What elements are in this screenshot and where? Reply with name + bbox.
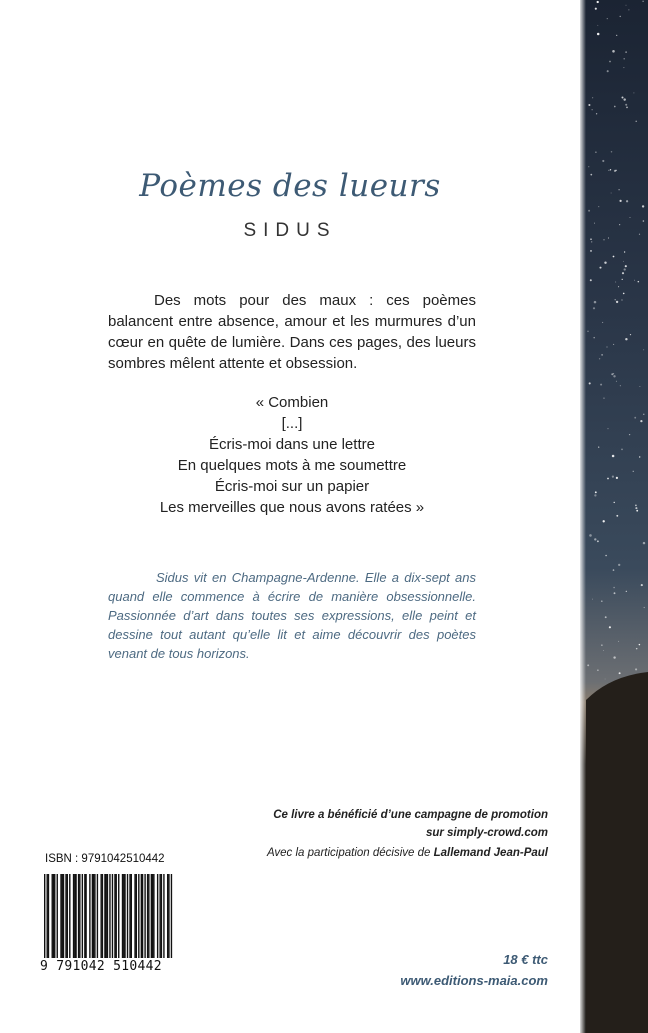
star <box>644 607 645 608</box>
star <box>594 301 597 304</box>
barcode-bar <box>157 874 158 960</box>
star <box>599 267 601 269</box>
star <box>625 104 627 106</box>
star <box>626 5 627 6</box>
star <box>593 337 595 339</box>
star <box>613 569 615 571</box>
star <box>589 534 592 537</box>
star <box>608 170 609 171</box>
star <box>643 220 645 222</box>
star <box>594 494 596 496</box>
star <box>597 540 599 542</box>
star <box>621 449 623 451</box>
barcode-bar <box>127 874 128 960</box>
star <box>642 1 643 2</box>
star <box>603 239 604 240</box>
barcode-bar <box>78 874 79 960</box>
star <box>612 476 614 478</box>
barcode-bar <box>94 874 95 960</box>
star <box>601 354 603 356</box>
partner-credit <box>168 847 548 859</box>
barcode-bar <box>104 874 105 960</box>
star <box>601 644 602 645</box>
barcode-bar <box>147 874 148 960</box>
star <box>611 373 613 375</box>
star <box>594 538 596 540</box>
barcode-bar <box>89 874 90 960</box>
barcode-bar <box>138 874 139 960</box>
star <box>612 455 615 458</box>
barcode-bar <box>74 874 75 960</box>
star <box>607 18 608 19</box>
star <box>609 61 611 63</box>
barcode-bar <box>60 874 61 960</box>
bio-text: Sidus vit en Champagne-Ardenne. Elle a dix-sept ans quand elle commence à écrire de manière obsessionnelle. Passionnée d’art dans toutes ses expressions, elle peint et dessine tout autant qu’elle lit et aime découvrir des poètes venant de tous horizons. <box>108 570 476 661</box>
star <box>590 174 592 176</box>
publisher-website: www.editions-maia.com <box>400 973 548 988</box>
barcode-bar <box>79 874 80 960</box>
star <box>622 300 623 301</box>
barcode-bar <box>163 874 164 960</box>
star <box>613 656 615 658</box>
barcode-bars <box>40 872 176 962</box>
quote-line: [...] <box>281 415 303 432</box>
star <box>614 299 615 300</box>
star <box>613 256 615 258</box>
isbn-label: ISBN : 9791042510442 <box>45 853 165 865</box>
star <box>636 510 638 512</box>
barcode-bar <box>54 874 55 960</box>
barcode-bar <box>69 874 70 960</box>
star <box>643 542 645 544</box>
star <box>624 268 626 270</box>
star <box>593 307 595 309</box>
barcode-bar <box>161 874 162 960</box>
barcode-bar <box>57 874 58 960</box>
star <box>636 648 638 650</box>
book-title: Poèmes des lueurs <box>139 168 441 204</box>
star <box>620 385 621 386</box>
star <box>607 347 608 348</box>
quote-line: En quelques mots à me soumettre <box>177 457 407 474</box>
blurb-text: Des mots pour des maux : ces poèmes balancent entre absence, amour et les murmures d’un cœur en quête de lumière. Dans ces pages, des lueurs sombres mêlent attente et obsession. <box>108 292 476 372</box>
barcode-bar <box>63 874 64 960</box>
barcode-bar <box>109 874 110 960</box>
barcode-bar <box>107 874 108 960</box>
star <box>605 555 607 557</box>
barcode-bar <box>73 874 74 960</box>
star <box>626 200 628 202</box>
star <box>634 417 636 419</box>
barcode-bar <box>75 874 76 960</box>
star <box>590 279 592 281</box>
star <box>608 428 609 429</box>
star <box>624 251 625 252</box>
star <box>613 344 614 345</box>
barcode-bar <box>116 874 117 960</box>
barcode-bar <box>67 874 68 960</box>
star <box>611 151 613 153</box>
star <box>597 669 599 671</box>
star <box>616 515 618 517</box>
star <box>613 375 615 377</box>
star <box>638 281 640 283</box>
star <box>590 238 591 239</box>
barcode-bar <box>97 874 98 960</box>
star <box>605 616 607 618</box>
star <box>598 446 599 447</box>
star <box>630 217 631 218</box>
barcode-bar <box>48 874 49 960</box>
star <box>639 386 640 387</box>
barcode-bar <box>159 874 160 960</box>
star <box>608 238 609 239</box>
star <box>616 381 617 382</box>
barcode-bar <box>100 874 101 960</box>
barcode-bar <box>141 874 142 960</box>
star <box>619 200 621 202</box>
barcode-digits: 9 791042 510442 <box>40 958 176 976</box>
star <box>602 160 604 162</box>
star <box>623 98 625 100</box>
star <box>611 193 612 194</box>
star <box>619 224 620 225</box>
star <box>639 644 640 645</box>
star <box>634 280 635 281</box>
star <box>618 564 620 566</box>
star <box>618 189 619 190</box>
barcode-bar <box>47 874 48 960</box>
star <box>612 50 615 53</box>
partner-prefix: Avec la participation décisive de <box>266 847 434 859</box>
star <box>635 121 636 122</box>
night-sky-photo-strip <box>580 0 648 1033</box>
star <box>633 92 634 93</box>
star <box>642 205 644 207</box>
barcode-bar <box>82 874 83 960</box>
star <box>622 272 624 274</box>
star <box>603 650 604 651</box>
star <box>614 170 616 172</box>
barcode-bar <box>44 874 45 960</box>
star <box>600 384 602 386</box>
barcode-bar <box>168 874 169 960</box>
barcode-bar <box>123 874 124 960</box>
star <box>602 322 603 323</box>
barcode-bar <box>134 874 135 960</box>
author-bio <box>108 568 476 663</box>
star <box>639 234 640 235</box>
hill-silhouette <box>586 672 648 1033</box>
author-name: SIDUS <box>243 220 337 241</box>
star <box>630 334 631 335</box>
star <box>604 261 606 263</box>
star <box>616 477 618 479</box>
barcode-bar <box>151 874 152 960</box>
star <box>616 301 618 303</box>
promotion-notice <box>188 806 548 842</box>
star <box>639 456 640 457</box>
barcode-bar <box>148 874 149 960</box>
stars-graphic <box>580 0 648 1033</box>
barcode-bar <box>122 874 123 960</box>
star <box>620 16 621 17</box>
barcode-bar <box>129 874 130 960</box>
star <box>594 223 595 224</box>
star <box>591 241 592 242</box>
star <box>635 507 637 509</box>
star <box>625 265 627 267</box>
star <box>643 349 644 350</box>
star <box>603 398 604 399</box>
barcode-bar <box>131 874 132 960</box>
star <box>640 420 642 422</box>
star <box>613 373 614 374</box>
blurb <box>108 290 476 374</box>
star <box>599 358 600 359</box>
star <box>603 520 605 522</box>
star <box>592 97 593 98</box>
star <box>590 250 592 252</box>
star <box>614 592 616 594</box>
star <box>626 591 627 592</box>
star <box>607 70 609 72</box>
star <box>625 51 627 53</box>
star <box>595 491 597 493</box>
star <box>623 293 625 295</box>
star <box>613 587 615 589</box>
barcode-bar <box>84 874 85 960</box>
barcode-bar <box>144 874 145 960</box>
star <box>587 330 589 332</box>
barcode-bar <box>53 874 54 960</box>
star <box>635 668 637 670</box>
star <box>643 414 644 415</box>
star <box>592 109 593 110</box>
barcode-bar <box>171 874 172 960</box>
star <box>633 471 634 472</box>
star <box>597 1 599 3</box>
star <box>587 664 589 666</box>
star <box>610 169 611 170</box>
barcode-bar <box>114 874 115 960</box>
star <box>588 210 590 212</box>
star <box>588 166 589 167</box>
barcode-bar <box>62 874 63 960</box>
barcode-bar <box>102 874 103 960</box>
star <box>596 113 597 114</box>
star <box>605 679 606 680</box>
star <box>629 434 630 435</box>
quote-line: Écris-moi dans une lettre <box>209 436 375 453</box>
quote-line: Les merveilles que nous avons ratées » <box>159 499 425 516</box>
barcode-bar <box>152 874 153 960</box>
barcode-bar <box>118 874 119 960</box>
barcode-bar <box>65 874 66 960</box>
star <box>618 286 619 287</box>
barcode-bar <box>85 874 86 960</box>
star <box>614 106 616 108</box>
star <box>628 9 629 10</box>
star <box>623 67 624 68</box>
barcode-bar <box>52 874 53 960</box>
star <box>597 33 600 36</box>
barcode-bar <box>136 874 137 960</box>
star <box>595 8 597 10</box>
promo-line-1: Ce livre a bénéficié d’une campagne de promotion <box>273 809 548 821</box>
promo-line-2: sur simply-crowd.com <box>425 827 548 839</box>
star <box>619 672 621 674</box>
barcode-bar <box>153 874 154 960</box>
star <box>601 600 603 602</box>
barcode-bar <box>105 874 106 960</box>
star <box>623 261 624 262</box>
star <box>623 58 625 60</box>
star <box>635 505 637 507</box>
star <box>614 502 615 503</box>
star <box>598 206 599 207</box>
star <box>641 584 643 586</box>
star <box>589 382 591 384</box>
star <box>615 282 616 283</box>
barcode-bar <box>112 874 113 960</box>
quote-line: Écris-moi sur un papier <box>214 478 370 495</box>
star <box>607 478 609 480</box>
star <box>597 25 598 26</box>
barcode-bar <box>93 874 94 960</box>
quote-line: « Combien <box>255 394 329 411</box>
star <box>595 151 597 153</box>
star <box>618 641 619 642</box>
barcode-bar <box>142 874 143 960</box>
star <box>621 96 623 98</box>
star <box>625 338 627 340</box>
partner-name: Lallemand Jean-Paul <box>433 847 548 859</box>
price: 18 € ttc <box>503 952 548 967</box>
barcode-bar <box>124 874 125 960</box>
star <box>609 626 611 628</box>
star <box>588 104 590 106</box>
star <box>592 599 593 600</box>
barcode-bar <box>167 874 168 960</box>
barcode-bar <box>92 874 93 960</box>
star <box>616 35 617 36</box>
star <box>622 279 623 280</box>
poem-excerpt <box>108 392 476 518</box>
star <box>626 107 628 109</box>
